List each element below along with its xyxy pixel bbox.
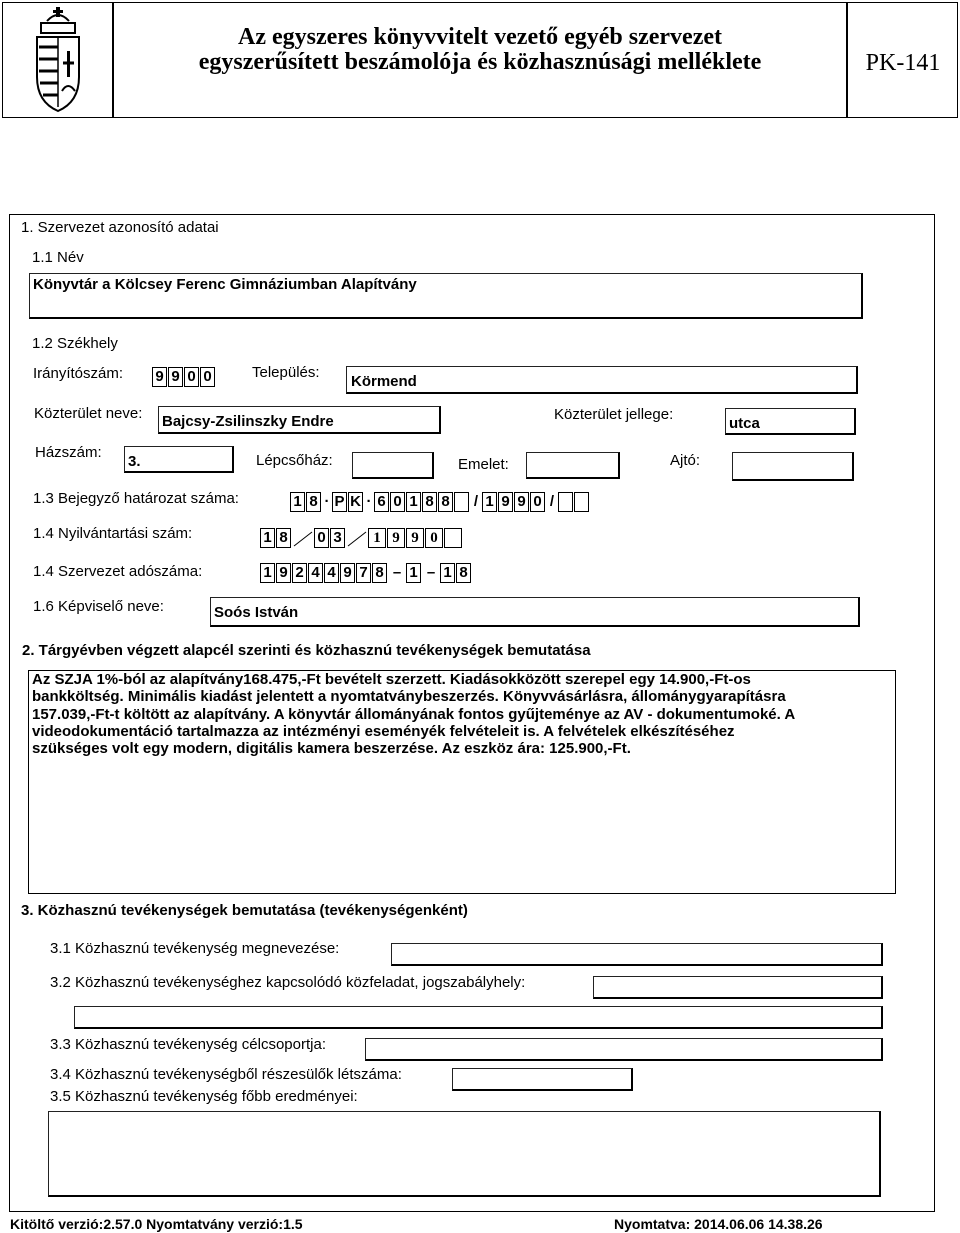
tax-digit: 4 [324, 563, 339, 583]
reg-char: 8 [438, 492, 453, 512]
house-number-value: 3. [128, 453, 141, 470]
public-task-field-2[interactable] [74, 1006, 883, 1029]
tax-digit: 9 [340, 563, 355, 583]
rec-char: 8 [276, 528, 291, 548]
street-type-value: utca [729, 415, 760, 432]
rec-char: 1 [368, 528, 386, 548]
form-header [2, 2, 958, 118]
beneficiaries-label: 3.4 Közhasznú tevékenységből részesülők létszáma: [50, 1066, 402, 1083]
activity-name-field[interactable] [391, 943, 883, 966]
tax-digit: 1 [406, 563, 421, 583]
rec-char: 9 [406, 528, 424, 548]
staircase-field[interactable] [352, 452, 434, 479]
zip-label: Irányítószám: [33, 365, 124, 382]
public-task-field[interactable] [593, 976, 883, 999]
reg-char: P [332, 492, 347, 512]
tax-digit: 4 [308, 563, 323, 583]
reg-char: 9 [514, 492, 529, 512]
reg-char: 0 [530, 492, 545, 512]
results-label: 3.5 Közhasznú tevékenység főbb eredményei: [50, 1088, 358, 1105]
reg-char: 1 [406, 492, 421, 512]
rec-char: 1 [260, 528, 275, 548]
footer-print-date: Nyomtatva: 2014.06.06 14.38.26 [614, 1216, 823, 1232]
reg-char [454, 492, 469, 512]
reg-char: 0 [390, 492, 405, 512]
form-title: Az egyszeres könyvvitelt vezető egyéb szervezet egyszerűsített beszámolója és közhasznúsági melléklete [198, 24, 762, 75]
representative-field[interactable] [210, 597, 860, 627]
tax-digit: 1 [260, 563, 275, 583]
form-code: PK-141 [865, 50, 941, 76]
zip-field[interactable] [152, 367, 216, 387]
reg-char: K [348, 492, 363, 512]
record-number-label: 1.4 Nyilvántartási szám: [33, 525, 193, 542]
reg-char: 9 [498, 492, 513, 512]
activity-name-label: 3.1 Közhasznú tevékenység megnevezése: [50, 940, 340, 957]
rec-char [444, 528, 462, 548]
public-task-label: 3.2 Közhasznú tevékenységhez kapcsolódó közfeladat, jogszabályhely: [50, 974, 526, 991]
target-group-label: 3.3 Közhasznú tevékenység célcsoportja: [50, 1036, 326, 1053]
tax-number-label: 1.4 Szervezet adószáma: [33, 563, 203, 580]
tax-digit: 7 [356, 563, 371, 583]
zip-digit: 9 [152, 367, 167, 387]
registration-decision-field[interactable]: 1 8 · P K · 6 0 1 8 8 / 1 9 9 0 / [290, 492, 590, 512]
door-label: Ajtó: [670, 452, 701, 469]
zip-digit: 0 [184, 367, 199, 387]
rec-char: 3 [330, 528, 345, 548]
seat-label: 1.2 Székhely [32, 335, 118, 352]
reg-char: 8 [422, 492, 437, 512]
activities-text: Az SZJA 1%-ból az alapítvány168.475,-Ft bevételt szerzett. Kiadásokközött szerepel egy 14.900,-Ft-os bankköltség. Minimális kiadást jelentett a nyomtatványbeszerzés. Könyvvásárlásra, állománygyarapításra 157.039,-Ft-t költött az alapítvány. A könyvtár állományának fontos gyűjteménye az AV - dokumentumoké. A videodokumentáció tartalmazza az intézményi eseményék felvételeit is. A felvételek elkészítéséhez szükséges volt egy modern, digitális kamera beszerzése. Az eszköz ára: 125.900,-Ft. [32, 671, 796, 758]
city-label: Település: [252, 364, 320, 381]
staircase-label: Lépcsőház: [256, 452, 333, 469]
street-label: Közterület neve: [34, 405, 143, 422]
city-field[interactable] [346, 366, 858, 394]
name-value: Könyvtár a Kölcsey Ferenc Gimnáziumban Alapítvány [33, 276, 417, 293]
tax-digit: 1 [440, 563, 455, 583]
section-1-heading: 1. Szervezet azonosító adatai [21, 219, 219, 236]
reg-char [574, 492, 589, 512]
reg-char: 8 [306, 492, 321, 512]
tax-number-field[interactable]: 1 9 2 4 4 9 7 8 – 1 – 1 8 [260, 563, 472, 583]
floor-field[interactable] [526, 452, 620, 479]
reg-char [558, 492, 573, 512]
results-field[interactable] [48, 1111, 881, 1197]
reg-char: 6 [374, 492, 389, 512]
section-2-heading: 2. Tárgyévben végzett alapcél szerinti és közhasznú tevékenységek bemutatása [22, 642, 591, 659]
door-field[interactable] [732, 452, 854, 481]
beneficiaries-field[interactable] [452, 1068, 633, 1091]
name-label: 1.1 Név [32, 249, 84, 266]
tax-digit: 2 [292, 563, 307, 583]
representative-label: 1.6 Képviselő neve: [33, 598, 164, 615]
city-value: Körmend [351, 373, 417, 390]
reg-char: 1 [290, 492, 305, 512]
tax-digit: 9 [276, 563, 291, 583]
rec-char: 9 [387, 528, 405, 548]
rec-char: 0 [425, 528, 443, 548]
street-type-label: Közterület jellege: [554, 406, 674, 423]
zip-digit: 9 [168, 367, 183, 387]
representative-value: Soós István [214, 604, 299, 621]
registration-decision-label: 1.3 Bejegyző határozat száma: [33, 490, 239, 507]
target-group-field[interactable] [365, 1038, 883, 1061]
tax-digit: 8 [372, 563, 387, 583]
record-number-field[interactable] [260, 528, 463, 554]
tax-digit: 8 [456, 563, 471, 583]
section-3-heading: 3. Közhasznú tevékenységek bemutatása (tevékenységenként) [21, 902, 468, 919]
coat-of-arms-icon [27, 7, 89, 113]
reg-char: 1 [482, 492, 497, 512]
rec-char: 0 [314, 528, 329, 548]
house-number-label: Házszám: [35, 444, 102, 461]
zip-digit: 0 [200, 367, 215, 387]
footer-version: Kitöltő verzió:2.57.0 Nyomtatvány verzió:1.5 [10, 1216, 303, 1232]
floor-label: Emelet: [458, 456, 509, 473]
street-value: Bajcsy-Zsilinszky Endre [162, 413, 334, 430]
